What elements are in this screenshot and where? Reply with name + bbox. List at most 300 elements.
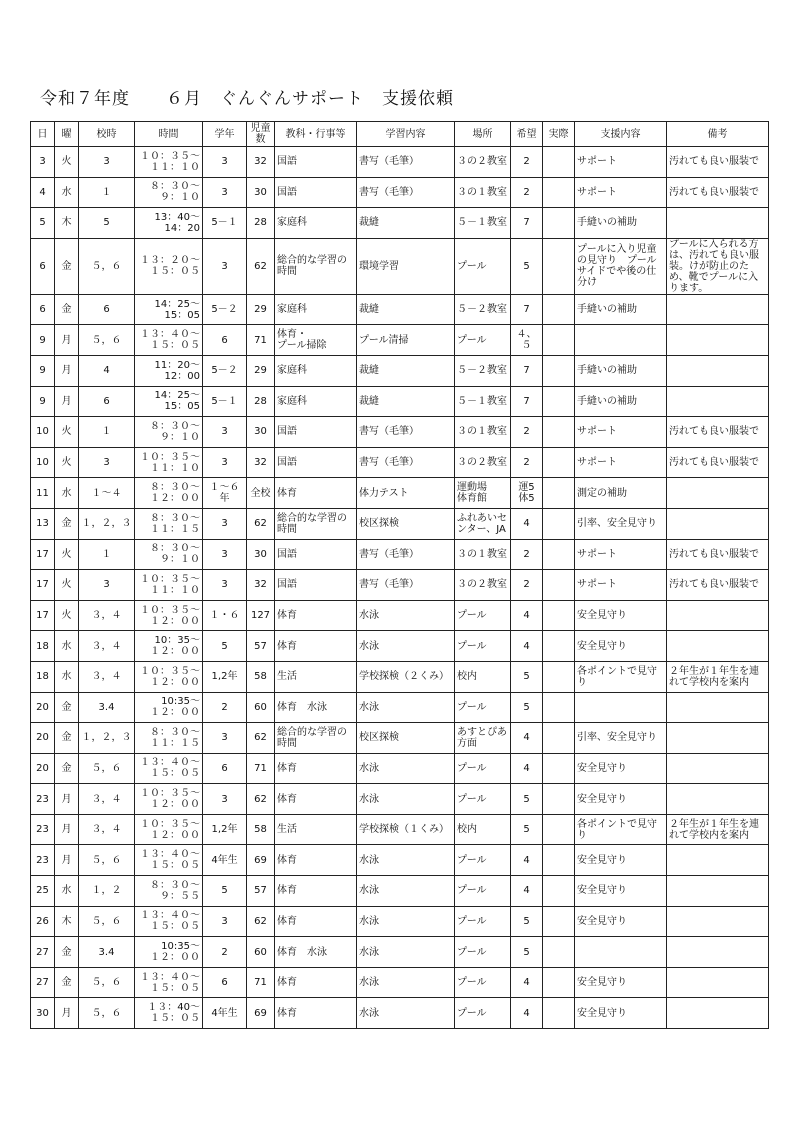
cell-place: ５－２教室 [455, 294, 511, 325]
cell-grade: 1,2年 [203, 814, 247, 845]
cell-grade: 6 [203, 325, 247, 356]
col-grade-header: 学年 [203, 122, 247, 147]
cell-count: 60 [247, 937, 275, 968]
cell-actual [543, 937, 575, 968]
cell-day: 18 [31, 631, 55, 662]
cell-hope: ４、５ [511, 325, 543, 356]
cell-hope: 4 [511, 998, 543, 1029]
cell-hope: 2 [511, 417, 543, 448]
cell-day: 17 [31, 539, 55, 570]
table-row [31, 937, 769, 968]
table-row [31, 177, 769, 208]
table-row [31, 238, 769, 294]
cell-dow: 金 [55, 508, 79, 539]
cell-count: 58 [247, 661, 275, 692]
cell-dow: 金 [55, 753, 79, 784]
cell-content: 裁縫 [357, 208, 455, 239]
cell-content: 水泳 [357, 600, 455, 631]
cell-subject: 国語 [275, 447, 357, 478]
cell-period: ３，４ [79, 784, 135, 815]
cell-place: プール [455, 692, 511, 723]
table-row [31, 417, 769, 448]
cell-grade: 2 [203, 692, 247, 723]
cell-actual [543, 294, 575, 325]
col-day-header: 日 [31, 122, 55, 147]
col-count-header: 児童数 [247, 122, 275, 147]
cell-day: 20 [31, 723, 55, 754]
cell-hope: 5 [511, 661, 543, 692]
cell-support [575, 937, 667, 968]
cell-hope: 4 [511, 876, 543, 907]
table-row [31, 631, 769, 662]
cell-count: 62 [247, 784, 275, 815]
cell-time: １０：３５～ １２：００ [135, 784, 203, 815]
table-row [31, 355, 769, 386]
cell-period: ３，４ [79, 661, 135, 692]
cell-subject: 家庭科 [275, 208, 357, 239]
cell-day: 9 [31, 355, 55, 386]
cell-place: プール [455, 906, 511, 937]
cell-day: 23 [31, 784, 55, 815]
table-row [31, 208, 769, 239]
col-place-header: 場所 [455, 122, 511, 147]
cell-day: 30 [31, 998, 55, 1029]
cell-note [667, 631, 769, 662]
cell-grade: 6 [203, 967, 247, 998]
cell-actual [543, 355, 575, 386]
cell-time: １０：３５～ １１：１０ [135, 570, 203, 601]
cell-dow: 月 [55, 814, 79, 845]
cell-note [667, 600, 769, 631]
cell-dow: 月 [55, 386, 79, 417]
cell-period: 3.4 [79, 692, 135, 723]
cell-subject: 生活 [275, 814, 357, 845]
cell-support: 引率、安全見守り [575, 508, 667, 539]
cell-support: 安全見守り [575, 906, 667, 937]
cell-place: プール [455, 753, 511, 784]
cell-content: 裁縫 [357, 386, 455, 417]
cell-time: １０：３５～ １２：００ [135, 661, 203, 692]
table-row [31, 478, 769, 509]
cell-support: 安全見守り [575, 753, 667, 784]
cell-hope: 4 [511, 723, 543, 754]
cell-subject: 体育 水泳 [275, 692, 357, 723]
cell-time: ８：３０～ １１：１５ [135, 508, 203, 539]
cell-actual [543, 386, 575, 417]
cell-day: 4 [31, 177, 55, 208]
cell-time: 10:35～ １２：００ [135, 692, 203, 723]
cell-support: 安全見守り [575, 967, 667, 998]
cell-place: プール [455, 876, 511, 907]
cell-hope: 5 [511, 692, 543, 723]
cell-hope: 7 [511, 208, 543, 239]
cell-count: 57 [247, 876, 275, 907]
cell-dow: 火 [55, 417, 79, 448]
table-row [31, 447, 769, 478]
cell-support [575, 325, 667, 356]
cell-support: 安全見守り [575, 600, 667, 631]
cell-content: 環境学習 [357, 238, 455, 294]
cell-grade: 2 [203, 937, 247, 968]
cell-note [667, 355, 769, 386]
cell-count: 32 [247, 570, 275, 601]
cell-day: 23 [31, 845, 55, 876]
cell-dow: 火 [55, 570, 79, 601]
cell-grade: 3 [203, 784, 247, 815]
cell-note [667, 325, 769, 356]
cell-period: １，２，３ [79, 723, 135, 754]
cell-actual [543, 692, 575, 723]
cell-time: 11：20～ 12：00 [135, 355, 203, 386]
col-period-header: 校時 [79, 122, 135, 147]
cell-content: 水泳 [357, 937, 455, 968]
cell-day: 20 [31, 753, 55, 784]
cell-dow: 金 [55, 967, 79, 998]
cell-day: 26 [31, 906, 55, 937]
cell-period: ３，４ [79, 814, 135, 845]
cell-hope: 5 [511, 814, 543, 845]
cell-dow: 火 [55, 539, 79, 570]
cell-dow: 月 [55, 355, 79, 386]
cell-support: 手縫いの補助 [575, 355, 667, 386]
cell-dow: 金 [55, 723, 79, 754]
cell-actual [543, 784, 575, 815]
cell-actual [543, 325, 575, 356]
cell-grade: 3 [203, 508, 247, 539]
cell-place: ３の２教室 [455, 147, 511, 178]
cell-place: あすとぴあ方面 [455, 723, 511, 754]
cell-note: 汚れても良い服装で [667, 147, 769, 178]
cell-subject: 総合的な学習の時間 [275, 508, 357, 539]
cell-actual [543, 906, 575, 937]
col-support-header: 支援内容 [575, 122, 667, 147]
cell-day: 20 [31, 692, 55, 723]
cell-subject: 体育 [275, 876, 357, 907]
cell-dow: 水 [55, 478, 79, 509]
cell-actual [543, 177, 575, 208]
cell-place: 校内 [455, 814, 511, 845]
cell-period: 4 [79, 355, 135, 386]
cell-actual [543, 753, 575, 784]
cell-place: プール [455, 845, 511, 876]
cell-dow: 月 [55, 998, 79, 1029]
cell-count: 69 [247, 845, 275, 876]
cell-support: サポート [575, 447, 667, 478]
cell-dow: 水 [55, 876, 79, 907]
table-row [31, 906, 769, 937]
cell-grade: 5－１ [203, 386, 247, 417]
cell-hope: 2 [511, 147, 543, 178]
cell-period: 6 [79, 386, 135, 417]
cell-time: 10：35～ １２：００ [135, 631, 203, 662]
cell-subject: 国語 [275, 177, 357, 208]
cell-content: 書写（毛筆） [357, 570, 455, 601]
cell-note [667, 508, 769, 539]
table-row [31, 876, 769, 907]
cell-dow: 木 [55, 906, 79, 937]
cell-grade: 5－２ [203, 294, 247, 325]
cell-place: 運動場 体育館 [455, 478, 511, 509]
cell-time: １３：２０～ １５：０５ [135, 238, 203, 294]
cell-count: 62 [247, 723, 275, 754]
cell-time: １０：３５～ １２：００ [135, 600, 203, 631]
cell-grade: 3 [203, 447, 247, 478]
col-actual-header: 実際 [543, 122, 575, 147]
cell-hope: 2 [511, 177, 543, 208]
cell-support: 安全見守り [575, 876, 667, 907]
cell-dow: 水 [55, 631, 79, 662]
table-row [31, 386, 769, 417]
col-note-header: 備考 [667, 122, 769, 147]
cell-support: サポート [575, 539, 667, 570]
cell-day: 23 [31, 814, 55, 845]
cell-grade: 5－２ [203, 355, 247, 386]
cell-period: 3 [79, 147, 135, 178]
cell-day: 9 [31, 386, 55, 417]
cell-dow: 金 [55, 294, 79, 325]
cell-time: ８：３０～ ９：１０ [135, 177, 203, 208]
table-row [31, 147, 769, 178]
cell-place: プール [455, 937, 511, 968]
cell-place: プール [455, 784, 511, 815]
cell-day: 9 [31, 325, 55, 356]
cell-support: 各ポイントで見守り [575, 661, 667, 692]
cell-dow: 金 [55, 937, 79, 968]
cell-actual [543, 417, 575, 448]
cell-grade: 3 [203, 723, 247, 754]
cell-count: 62 [247, 238, 275, 294]
cell-actual [543, 967, 575, 998]
table-row [31, 784, 769, 815]
cell-count: 127 [247, 600, 275, 631]
cell-count: 62 [247, 508, 275, 539]
cell-day: 10 [31, 417, 55, 448]
cell-time: 10:35～ １２：００ [135, 937, 203, 968]
col-hope-header: 希望 [511, 122, 543, 147]
cell-support: 安全見守り [575, 784, 667, 815]
cell-actual [543, 631, 575, 662]
cell-hope: 5 [511, 906, 543, 937]
cell-content: 書写（毛筆） [357, 539, 455, 570]
cell-note [667, 845, 769, 876]
cell-content: 書写（毛筆） [357, 177, 455, 208]
cell-time: ８：３０～ １２：００ [135, 478, 203, 509]
cell-content: 裁縫 [357, 294, 455, 325]
cell-count: 全校 [247, 478, 275, 509]
cell-support: 安全見守り [575, 998, 667, 1029]
cell-period: 5 [79, 208, 135, 239]
cell-content: 学校探検（２くみ） [357, 661, 455, 692]
cell-count: 71 [247, 753, 275, 784]
cell-support: 手縫いの補助 [575, 208, 667, 239]
table-row [31, 570, 769, 601]
cell-support: 測定の補助 [575, 478, 667, 509]
cell-subject: 総合的な学習の時間 [275, 238, 357, 294]
cell-place: ３の１教室 [455, 177, 511, 208]
cell-period: ３，４ [79, 600, 135, 631]
cell-grade: 5 [203, 631, 247, 662]
cell-grade: １～６年 [203, 478, 247, 509]
cell-note [667, 906, 769, 937]
cell-period: 6 [79, 294, 135, 325]
page-title: 令和７年度 ６月 ぐんぐんサポート 支援依頼 [40, 89, 454, 109]
cell-note [667, 753, 769, 784]
cell-note [667, 723, 769, 754]
cell-time: １３：４０～ １５：０５ [135, 325, 203, 356]
cell-count: 30 [247, 539, 275, 570]
cell-period: ５，６ [79, 967, 135, 998]
cell-hope: 7 [511, 386, 543, 417]
cell-content: 体力テスト [357, 478, 455, 509]
cell-period: ３，４ [79, 631, 135, 662]
cell-note: プールに入られる方は、汚れても良い服装。けが防止のため、靴でプールに入ります。 [667, 238, 769, 294]
table-row [31, 508, 769, 539]
cell-dow: 金 [55, 692, 79, 723]
cell-grade: 3 [203, 539, 247, 570]
cell-grade: 3 [203, 147, 247, 178]
cell-time: １３：４０～ １５：０５ [135, 753, 203, 784]
col-weekday-header: 曜 [55, 122, 79, 147]
cell-time: １０：３５～ １１：１０ [135, 447, 203, 478]
cell-hope: 7 [511, 294, 543, 325]
cell-time: 14：25～ 15：05 [135, 294, 203, 325]
cell-time: ８：３０～ ９：５５ [135, 876, 203, 907]
cell-subject: 体育 [275, 845, 357, 876]
cell-dow: 火 [55, 147, 79, 178]
cell-hope: 7 [511, 355, 543, 386]
cell-hope: 5 [511, 937, 543, 968]
cell-time: １３：40～ １５：０５ [135, 998, 203, 1029]
table-row [31, 814, 769, 845]
cell-place: ふれあいセンター、JA [455, 508, 511, 539]
cell-hope: 4 [511, 508, 543, 539]
cell-actual [543, 539, 575, 570]
cell-day: 5 [31, 208, 55, 239]
cell-note [667, 784, 769, 815]
cell-day: 11 [31, 478, 55, 509]
cell-support: 引率、安全見守り [575, 723, 667, 754]
cell-subject: 生活 [275, 661, 357, 692]
cell-day: 6 [31, 238, 55, 294]
cell-count: 71 [247, 967, 275, 998]
cell-count: 58 [247, 814, 275, 845]
cell-note: ２年生が１年生を連れて学校内を案内 [667, 661, 769, 692]
cell-subject: 国語 [275, 570, 357, 601]
cell-period: 3.4 [79, 937, 135, 968]
cell-subject: 体育 [275, 967, 357, 998]
cell-dow: 月 [55, 784, 79, 815]
cell-period: 3 [79, 570, 135, 601]
cell-support: サポート [575, 570, 667, 601]
cell-grade: 3 [203, 238, 247, 294]
table-row [31, 600, 769, 631]
cell-note: ２年生が１年生を連れて学校内を案内 [667, 814, 769, 845]
cell-grade: 3 [203, 177, 247, 208]
cell-subject: 体育 [275, 478, 357, 509]
cell-time: 13：40～ 14：20 [135, 208, 203, 239]
cell-count: 32 [247, 447, 275, 478]
cell-support: サポート [575, 147, 667, 178]
cell-count: 29 [247, 355, 275, 386]
cell-hope: 4 [511, 967, 543, 998]
cell-subject: 体育 [275, 998, 357, 1029]
cell-subject: 家庭科 [275, 294, 357, 325]
table-row [31, 692, 769, 723]
col-time-header: 時間 [135, 122, 203, 147]
cell-grade: 3 [203, 570, 247, 601]
cell-place: ３の１教室 [455, 539, 511, 570]
cell-place: ５－１教室 [455, 386, 511, 417]
cell-note [667, 208, 769, 239]
cell-content: 水泳 [357, 784, 455, 815]
cell-subject: 家庭科 [275, 386, 357, 417]
cell-period: １，２，３ [79, 508, 135, 539]
cell-grade: 5－１ [203, 208, 247, 239]
cell-hope: 2 [511, 539, 543, 570]
support-request-table [30, 121, 769, 1029]
cell-dow: 金 [55, 238, 79, 294]
cell-subject: 体育 [275, 631, 357, 662]
cell-content: 裁縫 [357, 355, 455, 386]
cell-dow: 月 [55, 845, 79, 876]
cell-day: 25 [31, 876, 55, 907]
cell-count: 30 [247, 177, 275, 208]
cell-content: 水泳 [357, 753, 455, 784]
cell-dow: 月 [55, 325, 79, 356]
cell-place: ３の１教室 [455, 417, 511, 448]
cell-grade: 5 [203, 876, 247, 907]
cell-place: プール [455, 600, 511, 631]
cell-note: 汚れても良い服装で [667, 417, 769, 448]
cell-time: ８：３０～ ９：１０ [135, 539, 203, 570]
cell-count: 28 [247, 386, 275, 417]
cell-actual [543, 845, 575, 876]
table-row [31, 998, 769, 1029]
cell-dow: 水 [55, 177, 79, 208]
cell-actual [543, 147, 575, 178]
cell-place: プール [455, 998, 511, 1029]
cell-dow: 火 [55, 447, 79, 478]
cell-hope: 2 [511, 570, 543, 601]
cell-subject: 国語 [275, 417, 357, 448]
cell-subject: 体育 [275, 753, 357, 784]
cell-day: 6 [31, 294, 55, 325]
table-row [31, 753, 769, 784]
cell-dow: 木 [55, 208, 79, 239]
cell-actual [543, 998, 575, 1029]
cell-hope: 2 [511, 447, 543, 478]
cell-place: ５－１教室 [455, 208, 511, 239]
cell-day: 18 [31, 661, 55, 692]
cell-actual [543, 508, 575, 539]
cell-note [667, 386, 769, 417]
cell-actual [543, 661, 575, 692]
cell-subject: 総合的な学習の時間 [275, 723, 357, 754]
cell-support: 各ポイントで見守り [575, 814, 667, 845]
cell-hope: 4 [511, 600, 543, 631]
table-row [31, 325, 769, 356]
cell-content: 校区探検 [357, 723, 455, 754]
cell-subject: 体育 水泳 [275, 937, 357, 968]
cell-actual [543, 600, 575, 631]
cell-content: 書写（毛筆） [357, 147, 455, 178]
cell-place: プール [455, 325, 511, 356]
cell-support: 安全見守り [575, 631, 667, 662]
table-row [31, 967, 769, 998]
table-header-row [31, 122, 769, 147]
cell-content: 学校探検（１くみ） [357, 814, 455, 845]
cell-period: ５，６ [79, 325, 135, 356]
